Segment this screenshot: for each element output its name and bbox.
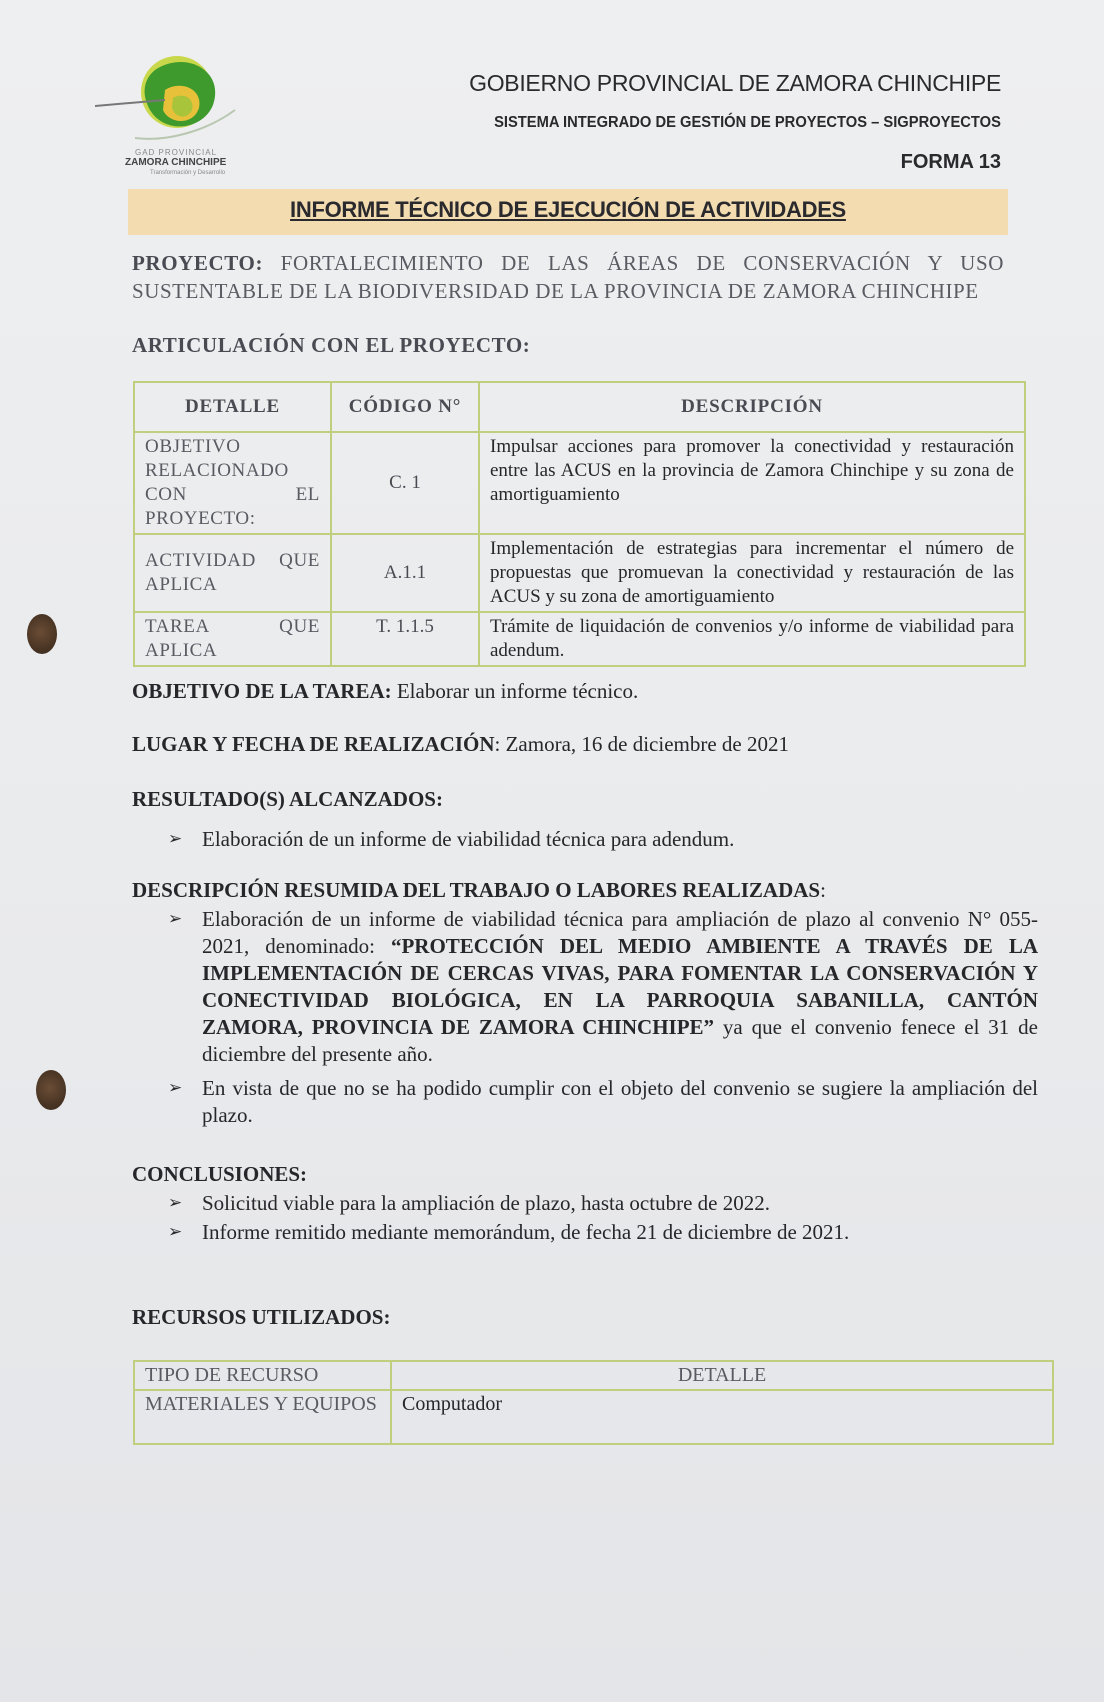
project-name-1: FORTALECIMIENTO DE LAS ÁREAS DE CONSERVACIÓN Y USO xyxy=(280,251,1004,275)
task-objective-value: Elaborar un informe técnico. xyxy=(396,679,639,703)
list-item xyxy=(168,906,1038,1076)
conclusion-text: Solicitud viable para la ampliación de plazo, hasta octubre de 2022. xyxy=(202,1191,770,1215)
logo-name: ZAMORA CHINCHIPE xyxy=(125,157,227,168)
detail-cell: OBJETIVO RELACIONADO CON EL PROYECTO: xyxy=(134,432,331,534)
table-row xyxy=(134,612,1025,666)
table-row xyxy=(134,534,1025,612)
punch-hole xyxy=(36,1070,66,1110)
description-item-1: Elaboración de un informe de viabilidad técnica para ampliación de plazo al convenio N° 055-2021, denominado: “PROTECCIÓN DEL MEDIO AMBIENTE A TRAVÉS DE LA IMPLEMENTACIÓN DE CERCAS VIVAS, PARA FOMENTAR LA CONSERVACIÓN Y CONECTIVIDAD BIOLÓGICA, EN LA PARROQUIA SABANILLA, CANTÓN ZAMORA, PROVINCIA DE ZAMORA CHINCHIPE” ya que el convenio fenece el 31 de diciembre del presente año. xyxy=(202,907,1038,1066)
conclusion-text: Informe remitido mediante memorándum, de fecha 21 de diciembre de 2021. xyxy=(202,1220,850,1244)
description-heading: DESCRIPCIÓN RESUMIDA DEL TRABAJO O LABORES REALIZADAS: xyxy=(132,878,826,902)
description-cell: Implementación de estrategias para incrementar el número de propuestas que promuevan la conectividad y restauración de las ACUS y su zona de amortiguamiento xyxy=(479,534,1025,612)
arrow-bullet-icon: ➢ xyxy=(168,1193,183,1213)
column-header: CÓDIGO N° xyxy=(331,382,479,432)
detail-cell: ACTIVIDAD QUE APLICA xyxy=(134,534,331,612)
column-header: DETALLE xyxy=(391,1361,1053,1390)
resources-table xyxy=(133,1360,1054,1445)
column-header: TIPO DE RECURSO xyxy=(134,1361,391,1390)
description-item-2: En vista de que no se ha podido cumplir con el objeto del convenio se sugiere la ampliación del plazo. xyxy=(202,1076,1038,1127)
arrow-bullet-icon: ➢ xyxy=(168,909,183,929)
code-cell: T. 1.1.5 xyxy=(331,612,479,666)
resources-heading: RECURSOS UTILIZADOS: xyxy=(132,1305,391,1329)
articulation-table xyxy=(133,381,1026,667)
government-name: GOBIERNO PROVINCIAL DE ZAMORA CHINCHIPE xyxy=(469,70,1001,96)
results-heading: RESULTADO(S) ALCANZADOS: xyxy=(132,787,443,811)
arrow-bullet-icon: ➢ xyxy=(168,1078,183,1098)
list-item xyxy=(168,1075,1038,1135)
code-cell: C. 1 xyxy=(331,432,479,534)
project-line-1: PROYECTO: FORTALECIMIENTO DE LAS ÁREAS DE CONSERVACIÓN Y USO xyxy=(132,251,1004,275)
table-row xyxy=(134,1390,1053,1444)
result-text: Elaboración de un informe de viabilidad técnica para adendum. xyxy=(202,827,735,851)
table-header-row xyxy=(134,1361,1053,1390)
task-objective-label: OBJETIVO DE LA TAREA: xyxy=(132,679,392,703)
articulation-heading: ARTICULACIÓN CON EL PROYECTO: xyxy=(132,333,531,357)
header xyxy=(0,0,1104,180)
document-title: INFORME TÉCNICO DE EJECUCIÓN DE ACTIVIDADES xyxy=(290,197,846,222)
conclusions-heading: CONCLUSIONES: xyxy=(132,1162,308,1186)
table-row xyxy=(134,432,1025,534)
resource-type-cell: MATERIALES Y EQUIPOS xyxy=(134,1390,391,1444)
resource-detail-cell: Computador xyxy=(391,1390,1053,1444)
logo-tagline: Transformación y Desarrollo xyxy=(150,170,226,176)
column-header: DESCRIPCIÓN xyxy=(479,382,1025,432)
form-number: FORMA 13 xyxy=(900,151,1001,173)
system-name: SISTEMA INTEGRADO DE GESTIÓN DE PROYECTOS – SIGPROYECTOS xyxy=(494,114,1001,131)
table-header-row xyxy=(134,382,1025,432)
place-date-value: Zamora, 16 de diciembre de 2021 xyxy=(505,732,789,756)
description-cell: Impulsar acciones para promover la conectividad y restauración entre las ACUS en la provincia de Zamora Chinchipe y su zona de amortiguamiento xyxy=(479,432,1025,534)
arrow-bullet-icon: ➢ xyxy=(168,1222,183,1242)
column-header: DETALLE xyxy=(134,382,331,432)
detail-cell: TAREA QUE APLICA xyxy=(134,612,331,666)
list-item xyxy=(168,826,1038,856)
task-objective xyxy=(132,679,638,704)
list-item xyxy=(168,1219,1038,1249)
project-label: PROYECTO xyxy=(132,251,256,275)
arrow-bullet-icon: ➢ xyxy=(168,829,183,849)
logo-small-text: GAD PROVINCIAL xyxy=(135,148,218,157)
title-banner xyxy=(128,189,1008,235)
description-cell: Trámite de liquidación de convenios y/o informe de viabilidad para adendum. xyxy=(479,612,1025,666)
code-cell: A.1.1 xyxy=(331,534,479,612)
list-item xyxy=(168,1190,1038,1220)
place-date-label: LUGAR Y FECHA DE REALIZACIÓN xyxy=(132,732,495,756)
punch-hole xyxy=(27,614,57,654)
place-date: LUGAR Y FECHA DE REALIZACIÓN: Zamora, 16 de diciembre de 2021 xyxy=(132,732,789,756)
project-name-2: SUSTENTABLE DE LA BIODIVERSIDAD DE LA PROVINCIA DE ZAMORA CHINCHIPE xyxy=(132,279,979,303)
